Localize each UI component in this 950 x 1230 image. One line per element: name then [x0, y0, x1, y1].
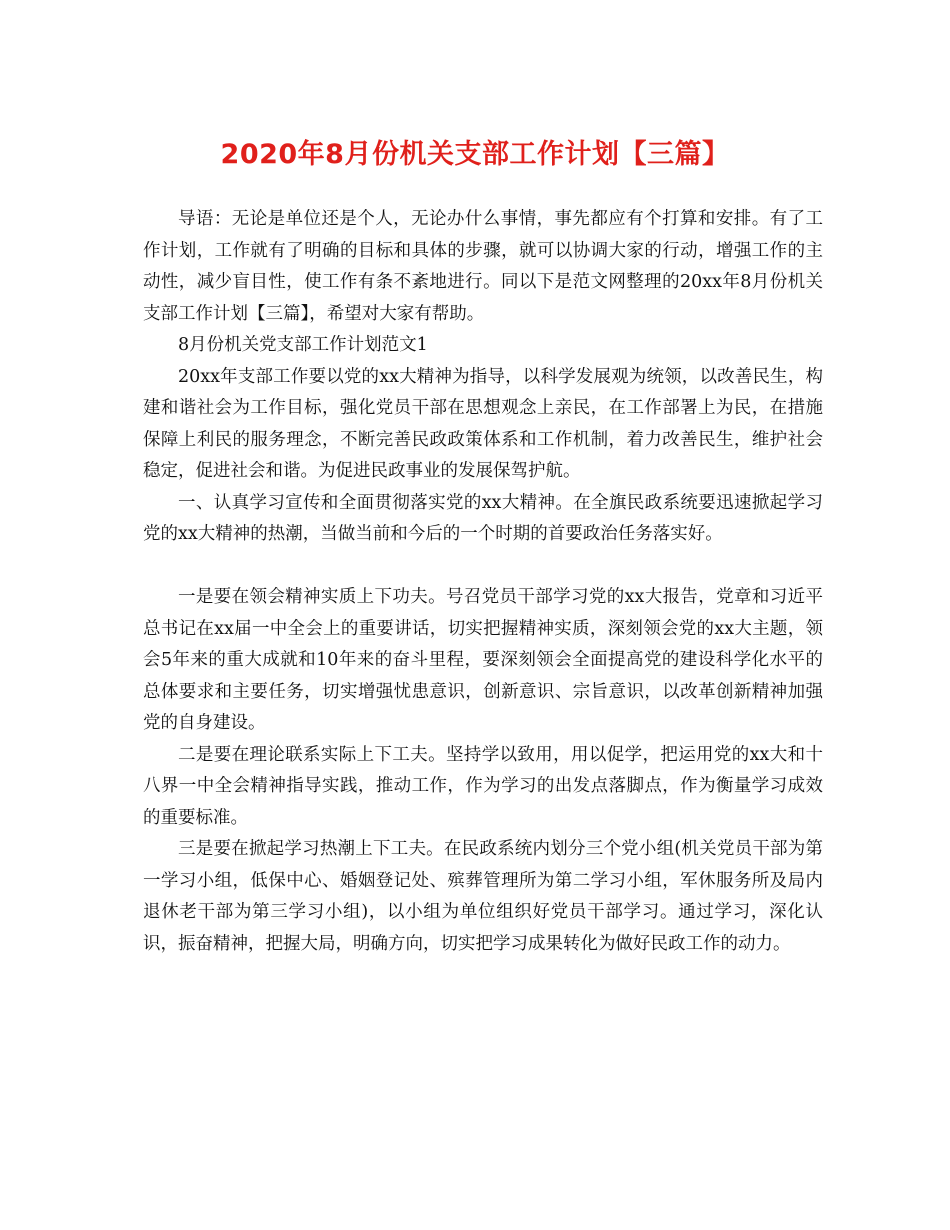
document-title: 2020年8月份机关支部工作计划【三篇】: [220, 139, 730, 170]
section-heading: 8月份机关党支部工作计划范文1: [178, 335, 428, 355]
intro-paragraph: 导语：无论是单位还是个人，无论办什么事情，事先都应有个打算和安排。有了工作计划，工作就有了明确的目标和具体的步骤，就可以协调大家的行动，增强工作的主动性，减少盲目性，使工作有条不紊地进行。同以下是范文网整理的20xx年8月份机关支部工作计划【三篇】，希望对大家有帮助。: [143, 209, 823, 324]
body-paragraph: 二是要在理论联系实际上下工夫。坚持学以致用，用以促学，把运用党的xx大和十八界一中全会精神指导实践，推动工作，作为学习的出发点落脚点，作为衡量学习成效的重要标准。: [143, 744, 823, 828]
body-paragraph: 三是要在掀起学习热潮上下工夫。在民政系统内划分三个党小组(机关党员干部为第一学习小组，低保中心、婚姻登记处、殡葬管理所为第二学习小组，军休服务所及局内退休老干部为第三学习小组)，以小组为单位组织好党员干部学习。通过学习，深化认识，振奋精神，把握大局，明确方向，切实把学习成果转化为做好民政工作的动力。: [143, 839, 823, 954]
body-paragraph: 20xx年支部工作要以党的xx大精神为指导，以科学发展观为统领，以改善民生，构建和谐社会为工作目标，强化党员干部在思想观念上亲民，在工作部署上为民，在措施保障上利民的服务理念，不断完善民政政策体系和工作机制，着力改善民生，维护社会稳定，促进社会和谐。为促进民政事业的发展保驾护航。: [143, 366, 823, 481]
body-paragraph: 一、认真学习宣传和全面贯彻落实党的xx大精神。在全旗民政系统要迅速掀起学习党的xx大精神的热潮，当做当前和今后的一个时期的首要政治任务落实好。: [143, 492, 823, 544]
document-body: [143, 204, 823, 960]
body-paragraph: 一是要在领会精神实质上下功夫。号召党员干部学习党的xx大报告，党章和习近平总书记在xx届一中全会上的重要讲话，切实把握精神实质，深刻领会党的xx大主题，领会5年来的重大成就和10年来的奋斗里程，要深刻领会全面提高党的建设科学化水平的总体要求和主要任务，切实增强忧患意识，创新意识、宗旨意识，以改革创新精神加强党的自身建设。: [143, 587, 823, 733]
